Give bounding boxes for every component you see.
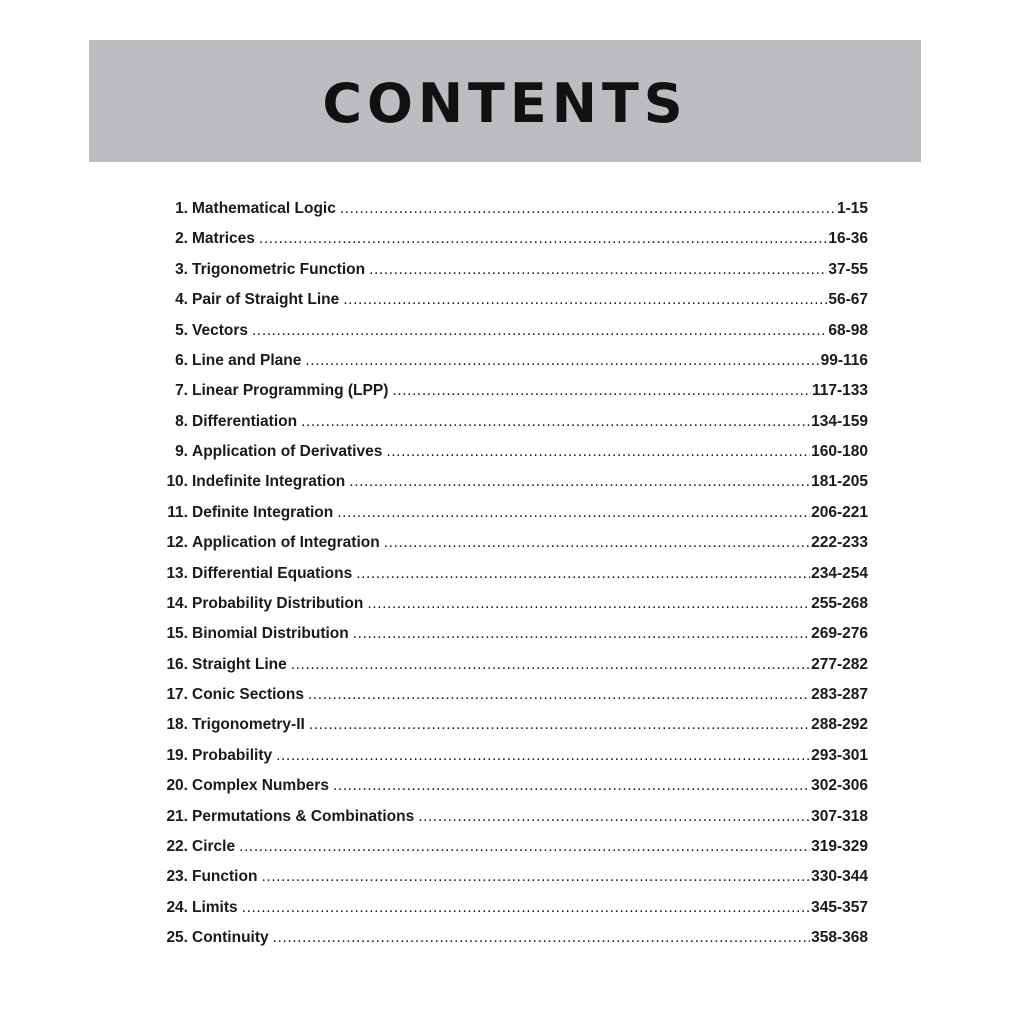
toc-entry-title: Straight Line bbox=[192, 655, 287, 673]
toc-entry[interactable] bbox=[157, 322, 868, 352]
toc-entry-pages: 345-357 bbox=[811, 898, 868, 916]
toc-entry-pages: 222-233 bbox=[811, 534, 868, 552]
contents-header-band bbox=[89, 40, 921, 162]
toc-entry-number: 16. bbox=[166, 655, 188, 673]
toc-entry-title: Probability Distribution bbox=[192, 594, 364, 612]
toc-entry-number: 12. bbox=[166, 534, 188, 552]
toc-entry-number: 13. bbox=[166, 564, 188, 582]
toc-entry-title: Trigonometry-II bbox=[192, 716, 305, 734]
toc-entry[interactable] bbox=[157, 747, 868, 777]
dot-leader bbox=[337, 504, 810, 522]
dot-leader bbox=[308, 686, 810, 704]
toc-entry-number: 15. bbox=[166, 625, 188, 643]
toc-entry[interactable] bbox=[157, 868, 868, 898]
toc-entry-pages: 302-306 bbox=[811, 777, 868, 795]
toc-entry-number: 3. bbox=[175, 260, 188, 278]
page-title: CONTENTS bbox=[322, 72, 688, 135]
toc-entry-title: Binomial Distribution bbox=[192, 625, 349, 643]
toc-entry-title: Linear Programming (LPP) bbox=[192, 382, 389, 400]
dot-leader bbox=[252, 322, 827, 340]
toc-entry[interactable] bbox=[157, 382, 868, 412]
toc-entry[interactable] bbox=[157, 504, 868, 534]
toc-entry-number: 6. bbox=[175, 351, 188, 369]
toc-entry-pages: 56-67 bbox=[828, 291, 868, 309]
toc-entry-number: 25. bbox=[166, 929, 188, 946]
toc-entry-title: Conic Sections bbox=[192, 686, 304, 703]
toc-entry-title: Mathematical Logic bbox=[192, 200, 336, 217]
toc-entry-pages: 283-287 bbox=[811, 686, 868, 703]
dot-leader bbox=[333, 777, 810, 795]
toc-entry-title: Differentiation bbox=[192, 412, 298, 430]
dot-leader bbox=[356, 565, 810, 583]
toc-entry[interactable] bbox=[157, 777, 868, 807]
toc-entry-title: Application of Derivatives bbox=[192, 443, 383, 460]
toc-entry-pages: 206-221 bbox=[811, 503, 868, 521]
toc-entry-number: 4. bbox=[175, 291, 188, 309]
dot-leader bbox=[305, 352, 819, 370]
toc-entry-number: 22. bbox=[166, 837, 188, 855]
toc-entry[interactable] bbox=[157, 200, 868, 230]
dot-leader bbox=[418, 808, 810, 826]
toc-entry-title: Indefinite Integration bbox=[192, 473, 346, 491]
toc-entry-number: 1. bbox=[175, 200, 188, 217]
toc-entry[interactable] bbox=[157, 534, 868, 564]
toc-entry-title: Probability bbox=[192, 746, 273, 764]
toc-entry[interactable] bbox=[157, 352, 868, 382]
toc-entry-title: Line and Plane bbox=[192, 351, 302, 369]
toc-entry-pages: 255-268 bbox=[811, 594, 868, 612]
toc-entry-number: 7. bbox=[175, 382, 188, 400]
toc-entry[interactable] bbox=[157, 230, 868, 260]
toc-entry-pages: 330-344 bbox=[811, 868, 868, 886]
dot-leader bbox=[239, 838, 810, 856]
toc-entry-pages: 160-180 bbox=[811, 443, 868, 460]
dot-leader bbox=[273, 929, 810, 947]
toc-entry[interactable] bbox=[157, 413, 868, 443]
dot-leader bbox=[386, 443, 810, 461]
toc-entry-title: Circle bbox=[192, 837, 236, 855]
toc-entry-number: 14. bbox=[166, 594, 188, 612]
toc-entry-title: Pair of Straight Line bbox=[192, 291, 340, 309]
toc-entry-number: 20. bbox=[166, 777, 188, 795]
dot-leader bbox=[309, 716, 810, 734]
toc-entry[interactable] bbox=[157, 565, 868, 595]
toc-entry-title: Complex Numbers bbox=[192, 777, 329, 795]
toc-entry-pages: 288-292 bbox=[811, 716, 868, 734]
dot-leader bbox=[369, 261, 827, 279]
toc-entry[interactable] bbox=[157, 291, 868, 321]
dot-leader bbox=[353, 625, 810, 643]
toc-entry-pages: 1-15 bbox=[836, 200, 868, 217]
toc-entry-pages: 68-98 bbox=[828, 321, 868, 339]
toc-entry-title: Differential Equations bbox=[192, 564, 353, 582]
toc-entry[interactable] bbox=[157, 595, 868, 625]
toc-entry-number: 17. bbox=[166, 686, 188, 703]
toc-entry-pages: 117-133 bbox=[811, 382, 868, 400]
toc-entry-title: Vectors bbox=[192, 321, 249, 339]
toc-entry-pages: 134-159 bbox=[811, 412, 868, 430]
toc-entry[interactable] bbox=[157, 929, 868, 959]
toc-entry[interactable] bbox=[157, 686, 868, 716]
toc-entry-number: 8. bbox=[175, 412, 188, 430]
toc-entry-pages: 277-282 bbox=[811, 655, 868, 673]
toc-entry-number: 24. bbox=[166, 898, 188, 916]
toc-entry[interactable] bbox=[157, 656, 868, 686]
toc-entry-title: Definite Integration bbox=[192, 503, 334, 521]
toc-entry[interactable] bbox=[157, 808, 868, 838]
dot-leader bbox=[340, 200, 836, 218]
dot-leader bbox=[343, 291, 827, 309]
dot-leader bbox=[291, 656, 810, 674]
toc-entry-title: Function bbox=[192, 868, 258, 886]
toc-entry-number: 9. bbox=[175, 443, 188, 460]
toc-entry-pages: 293-301 bbox=[811, 746, 868, 764]
dot-leader bbox=[384, 534, 810, 552]
toc-entry-pages: 269-276 bbox=[811, 625, 868, 643]
dot-leader bbox=[276, 747, 810, 765]
table-of-contents bbox=[157, 200, 868, 959]
toc-entry[interactable] bbox=[157, 625, 868, 655]
dot-leader bbox=[259, 230, 827, 248]
toc-entry-pages: 307-318 bbox=[811, 807, 868, 825]
dot-leader bbox=[301, 413, 810, 431]
toc-entry-pages: 37-55 bbox=[828, 260, 868, 278]
dot-leader bbox=[242, 899, 810, 917]
toc-entry-number: 18. bbox=[166, 716, 188, 734]
dot-leader bbox=[392, 382, 811, 400]
toc-entry-title: Trigonometric Function bbox=[192, 260, 366, 278]
toc-entry-number: 23. bbox=[166, 868, 188, 886]
toc-entry-number: 5. bbox=[175, 321, 188, 339]
toc-entry-number: 21. bbox=[166, 807, 188, 825]
toc-entry-pages: 358-368 bbox=[811, 929, 868, 946]
toc-entry[interactable] bbox=[157, 899, 868, 929]
toc-entry[interactable] bbox=[157, 261, 868, 291]
dot-leader bbox=[349, 473, 810, 491]
toc-entry-pages: 234-254 bbox=[811, 564, 868, 582]
toc-entry-number: 10. bbox=[166, 473, 188, 491]
toc-entry-pages: 319-329 bbox=[811, 837, 868, 855]
toc-entry[interactable] bbox=[157, 473, 868, 503]
toc-entry[interactable] bbox=[157, 838, 868, 868]
toc-entry-number: 19. bbox=[166, 746, 188, 764]
toc-entry-title: Permutations & Combinations bbox=[192, 807, 415, 825]
dot-leader bbox=[367, 595, 810, 613]
toc-entry[interactable] bbox=[157, 443, 868, 473]
toc-entry-pages: 16-36 bbox=[828, 230, 868, 248]
toc-entry-pages: 99-116 bbox=[820, 351, 868, 369]
toc-entry-title: Continuity bbox=[192, 929, 269, 946]
toc-entry-pages: 181-205 bbox=[811, 473, 868, 491]
toc-entry-number: 2. bbox=[175, 230, 188, 248]
toc-entry-number: 11. bbox=[167, 503, 188, 521]
toc-entry[interactable] bbox=[157, 716, 868, 746]
toc-entry-title: Application of Integration bbox=[192, 534, 380, 552]
toc-entry-title: Limits bbox=[192, 898, 238, 916]
toc-entry-title: Matrices bbox=[192, 230, 255, 248]
dot-leader bbox=[261, 868, 810, 886]
